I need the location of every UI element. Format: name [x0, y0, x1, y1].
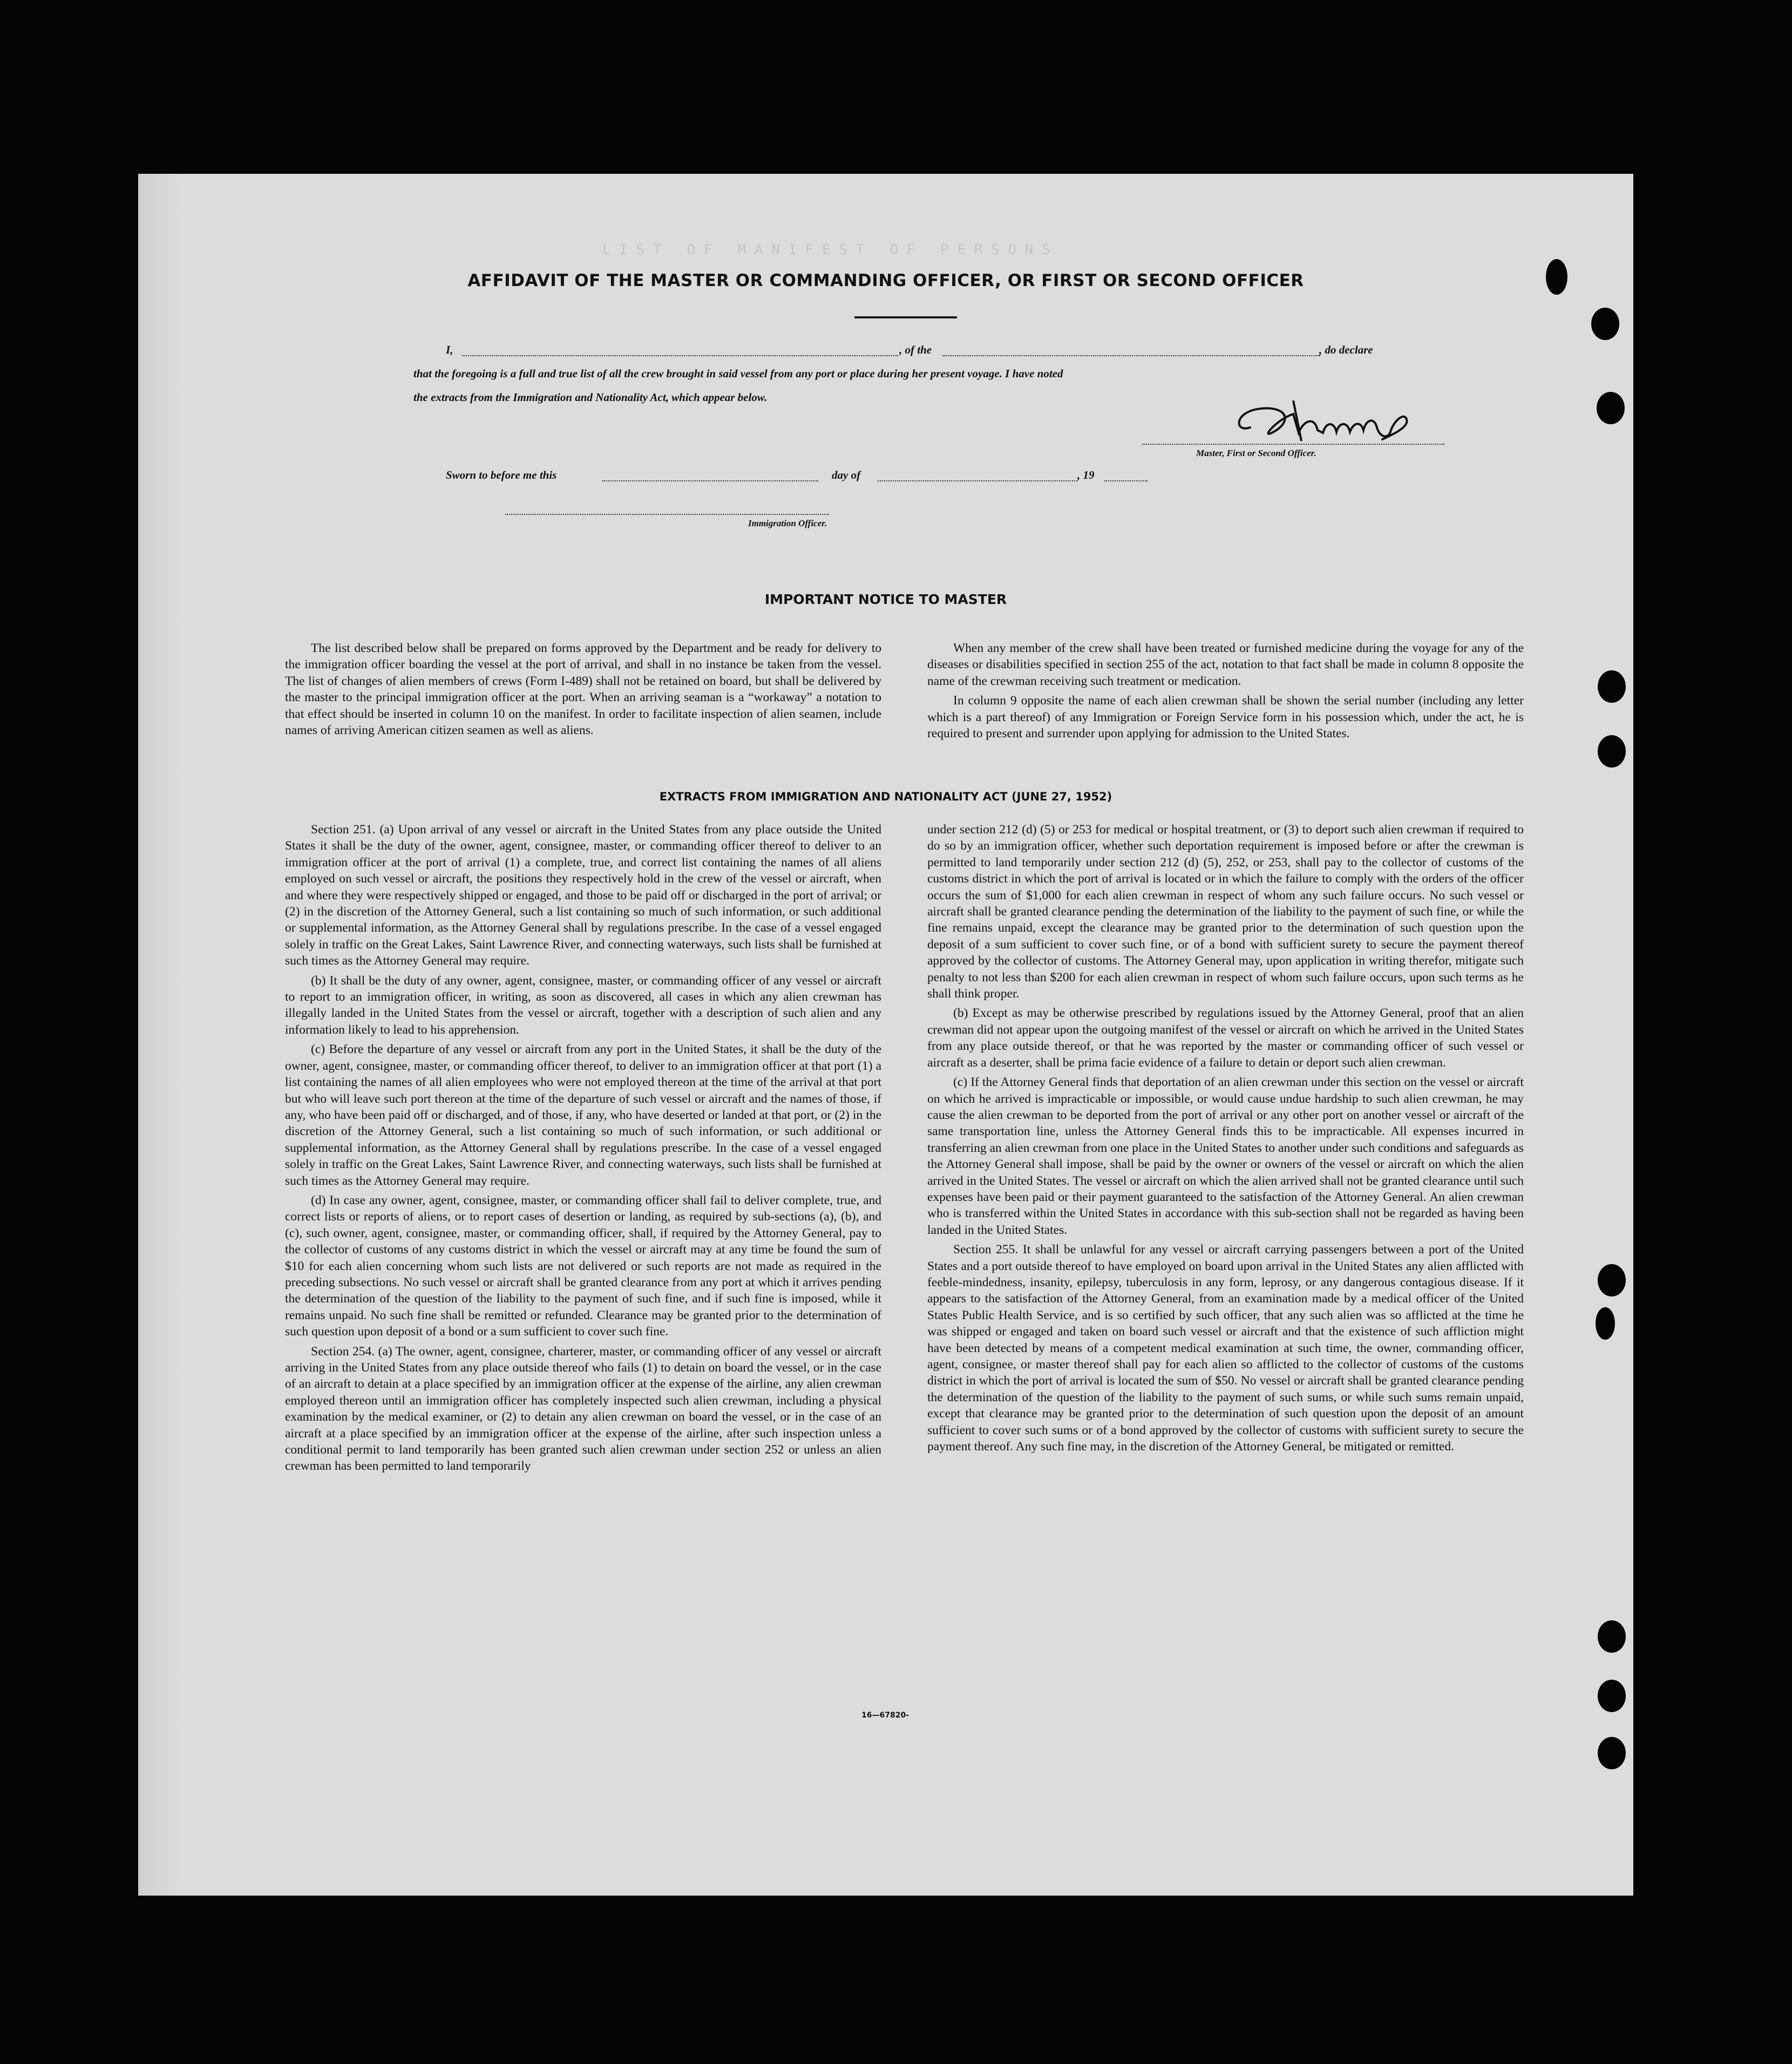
punch-hole	[1597, 392, 1625, 424]
document-page	[138, 174, 1633, 1896]
extracts-title: EXTRACTS FROM IMMIGRATION AND NATIONALITY ACT (JUNE 27, 1952)	[659, 790, 1112, 803]
affidavit-i: I,	[446, 343, 453, 356]
section-254-a: Section 254. (a) The owner, agent, consignee, charterer, master, or commanding officer of any vessel or aircraft arriving in the United States from any place outside thereof who fails (1) to detain on board the vessel, or in the case of an aircraft to detain at a place specified by an immigration officer at the expense of the airline, any alien crewman employed thereon until an immigration officer has completely inspected such alien crewman, including a physical examination by the medical examiner, or (2) to detain any alien crewman on board the vessel, or in the case of an aircraft at a place specified by an immigration officer at the expense of the airline, after such inspection unless a conditional permit to land temporarily has been granted such alien crewman under section 252 or unless an alien crewman has been permitted to land temporarily	[285, 1344, 881, 1474]
notice-right-paragraph-2: In column 9 opposite the name of each alien crewman shall be shown the serial number (including any letter which is a part thereof) of any Immigration or Foreign Service form in his possession which, under the act, he is required to present and surrender upon applying for admission to the United States.	[927, 694, 1524, 741]
signature	[1228, 390, 1423, 454]
section-254-b: (b) Except as may be otherwise prescribed by regulations issued by the Attorney General, proof that an alien crewman did not appear upon the outgoing manifest of the vessel or aircraft on which he arrived in the United States from any place outside thereof, or that he was reported by the master or commanding officer of such vessel or aircraft as a deserter, shall be prima facie evidence of a failure to detain or deport such alien crewman.	[927, 1006, 1524, 1070]
form-number: 16—67820-	[861, 1711, 909, 1720]
notice-left-paragraph: The list described below shall be prepared on forms approved by the Department and be ready for delivery to the immigration officer boarding the vessel at the port of arrival, and shall in no instance be taken from the vessel. The list of changes of alien members of crews (Form I-489) shall not be retained on board, but shall be delivered by the master to the principal immigration officer at the port. When an arriving seaman is a “workaway” a notation to that effect should be inserted in column 10 on the manifest. In order to facilitate inspection of alien seamen, include names of arriving American citizen seamen as well as aliens.	[285, 641, 881, 738]
officer-caption: Immigration Officer.	[748, 518, 827, 528]
vessel-blank	[942, 355, 1320, 356]
affidavit-title: AFFIDAVIT OF THE MASTER OR COMMANDING OFFICER, OR FIRST OR SECOND OFFICER	[467, 271, 1304, 290]
affidavit-declare: , do declare	[1319, 343, 1373, 356]
punch-hole	[1591, 308, 1619, 340]
punch-hole	[1596, 1307, 1615, 1340]
punch-hole	[1598, 1264, 1626, 1296]
sworn-day-blank	[602, 480, 818, 481]
section-254-a-continued: under section 212 (d) (5) or 253 for medical or hospital treatment, or (3) to deport such alien crewman if required to do so by an immigration officer, whether such deportation requirement is imposed before or after the crewman is permitted to land temporarily under section 212 (d) (5), 252, or 253, shall pay to the collector of customs of the customs district in which the port of arrival is located or in which the failure to comply with the orders of the officer occurs the sum of $1,000 for each alien crewman in respect of whom any such failure occurs. No such vessel or aircraft shall be granted clearance pending the determination of the liability to the payment of such fine, or while the fine remains unpaid, except the clearance may be granted prior to the determination of such question upon the deposit of a sum sufficient to cover such fine, or of a bond with sufficient surety to secure the payment thereof approved by the collector of customs. The Attorney General may, upon application in writing therefor, mitigate such penalty to not less than $200 for each alien crewman in respect of whom such failure occurs, upon such terms as he shall think proper.	[927, 823, 1524, 1001]
notice-left-column	[285, 640, 881, 742]
section-254-c: (c) If the Attorney General finds that deportation of an alien crewman under this section on the vessel or aircraft on which he arrived is impracticable or impossible, or would cause undue hardship to such alien crewman, he may cause the alien crewman to be deported from the port of arrival or any other port on another vessel or aircraft of the same transportation line, unless the Attorney General finds this to be impracticable. All expenses incurred in transferring an alien crewman from one place in the United States to another under such conditions and safeguards as the Attorney General shall impose, shall be paid by the owner or owners of the vessel or aircraft on which the alien arrived in the United States. The vessel or aircraft on which the alien arrived shall not be granted clearance until such expenses have been paid or their payment guaranteed to the satisfaction of the Attorney General. An alien crewman who is transferred within the United States in accordance with this sub-section shall not be regarded as having been landed in the United States.	[927, 1075, 1524, 1237]
section-251-a: Section 251. (a) Upon arrival of any vessel or aircraft in the United States from any place outside the United States it shall be the duty of the owner, agent, consignee, master, or commanding officer thereof to deliver to an immigration officer at the port of arrival (1) a complete, true, and correct list containing the names of all aliens employed on such vessel or aircraft, the positions they respectively hold in the crew of the vessel or aircraft, when and where they were respectively shipped or engaged, and those to be paid off or discharged in the port of arrival; or (2) in the discretion of the Attorney General, such a list containing so much of such information, or such additional or supplemental information, as the Attorney General shall by regulations prescribe. In the case of a vessel engaged solely in traffic on the Great Lakes, Saint Lawrence River, and connecting waterways, such lists shall be furnished at such times as the Attorney General may require.	[285, 823, 881, 968]
notice-right-paragraph-1: When any member of the crew shall have been treated or furnished medicine during the voyage for any of the diseases or disabilities specified in section 255 of the act, notation to that fact shall be made in column 8 opposite the name of the crewman receiving such treatment or medication.	[927, 641, 1524, 688]
extracts-right-column	[927, 821, 1524, 1458]
extracts-left-column	[285, 821, 881, 1478]
signature-line	[1142, 444, 1444, 445]
notice-title: IMPORTANT NOTICE TO MASTER	[764, 592, 1007, 607]
notice-right-column	[927, 640, 1524, 745]
affidavit-line-3: the extracts from the Immigration and Nationality Act, which appear below.	[413, 391, 768, 404]
page-shadow	[138, 174, 181, 1896]
affidavit-of-the: , of the	[899, 343, 932, 356]
month-blank	[878, 480, 1077, 481]
sworn-text: Sworn to before me this	[446, 469, 557, 481]
year-blank	[1104, 480, 1148, 481]
master-caption: Master, First or Second Officer.	[1196, 448, 1316, 458]
punch-hole	[1598, 1680, 1626, 1712]
punch-hole	[1598, 1737, 1626, 1769]
officer-line	[505, 514, 829, 515]
affidavit-line-2: that the foregoing is a full and true list of all the crew brought in said vessel from any port or place during her present voyage. I have noted	[413, 367, 1063, 380]
punch-hole	[1546, 259, 1567, 295]
punch-hole	[1598, 735, 1626, 768]
day-of-text: day of	[832, 469, 861, 481]
section-251-d: (d) In case any owner, agent, consignee, master, or commanding officer shall fail to deliver complete, true, and correct lists or reports of aliens, or to report cases of desertion or landing, as required by sub-sections (a), (b), and (c), such owner, agent, consignee, master, or commanding officer, shall, if required by the Attorney General, pay to the collector of customs of any customs district in which the vessel or aircraft may at any time be found the sum of $10 for each alien concerning whom such lists are not delivered or such reports are not made as required in the preceding subsections. No such vessel or aircraft shall be granted clearance from any port at which it arrives pending the determination of the question of the liability to the payment of such fine, and if such fine is imposed, while it remains unpaid. No such fine shall be remitted or refunded. Clearance may be granted prior to the determination of such question upon deposit of a bond or a sum sufficient to cover such fine.	[285, 1193, 881, 1339]
bleed-through-text: L I S T O F M A N I F E S T O F P E R S O N S	[602, 242, 1050, 258]
title-rule	[854, 316, 957, 318]
punch-hole	[1598, 1620, 1626, 1653]
section-251-c: (c) Before the departure of any vessel or aircraft from any port in the United States, it shall be the duty of the owner, agent, consignee, master, or commanding officer thereof, to deliver to an immigration officer at that port (1) a list containing the names of all alien employees who were not employed thereon at the time of the arrival at that port but who will leave such port thereon at the time of the departure of such vessel or aircraft and the names of those, if any, who have been paid off or discharged, and of those, if any, who have deserted or landed at that port, or (2) in the discretion of the Attorney General, such a list containing so much of such information, or such additional or supplemental information, as the Attorney General shall by regulations prescribe. In the case of a vessel engaged solely in traffic on the Great Lakes, Saint Lawrence River, and connecting waterways, such lists shall be furnished at such times as the Attorney General may require.	[285, 1042, 881, 1188]
section-251-b: (b) It shall be the duty of any owner, agent, consignee, master, or commanding officer of any vessel or aircraft to report to an immigration officer, in writing, as soon as discovered, all cases in which any alien crewman has illegally landed in the United States from the vessel or aircraft, together with a description of such alien and any information likely to lead to his apprehension.	[285, 973, 881, 1037]
punch-hole	[1598, 670, 1626, 703]
year-text: , 19	[1077, 469, 1095, 481]
section-255: Section 255. It shall be unlawful for any vessel or aircraft carrying passengers between a port of the United States and a port outside thereof to have employed on board upon arrival in the United States any alien afflicted with feeble-mindedness, insanity, epilepsy, tuberculosis in any form, leprosy, or any dangerous contagious disease. If it appears to the satisfaction of the Attorney General, from an examination made by a medical officer of the United States Public Health Service, and is so certified by such officer, that any such alien was so afflicted at the time he was shipped or engaged and taken on board such vessel or aircraft and that the existence of such affliction might have been detected by means of a competent medical examination at such time, the owner, commanding officer, agent, consignee, or master thereof shall pay for each alien so afflicted to the collector of customs of the customs district in which the port of arrival is located the sum of $50. No vessel or aircraft shall be granted clearance pending the determination of the question of the liability to the payment of such sums, or while such sums remain unpaid, except that clearance may be granted prior to the determination of such question upon the deposit of an amount sufficient to cover such sums or of a bond approved by the collector of customs with sufficient surety to secure the payment thereof. Any such fine may, in the discretion of the Attorney General, be mitigated or remitted.	[927, 1243, 1524, 1454]
name-blank	[462, 355, 898, 356]
